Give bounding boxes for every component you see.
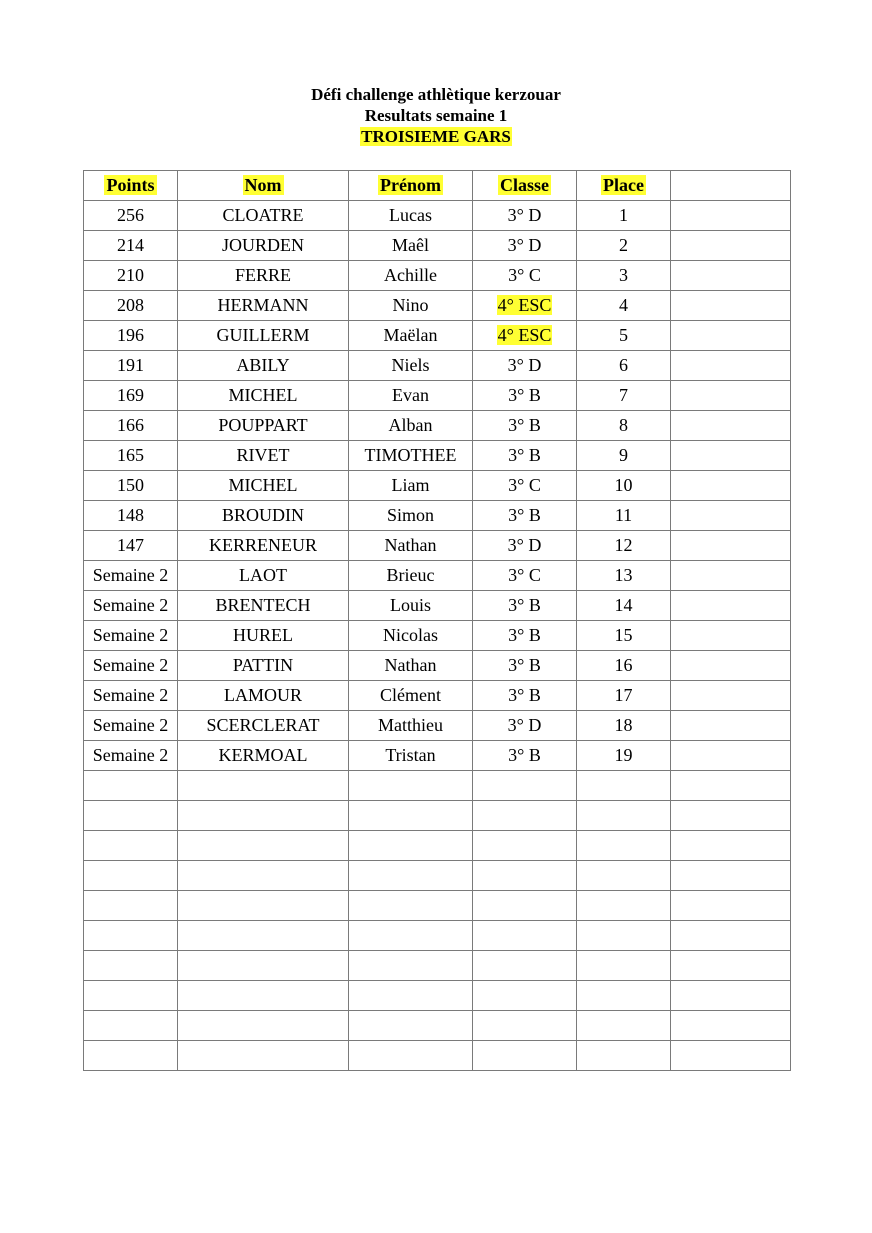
empty-cell xyxy=(473,951,577,981)
cell-place: 6 xyxy=(577,351,671,381)
cell-nom: FERRE xyxy=(178,261,349,291)
table-header-row xyxy=(84,171,791,201)
empty-cell xyxy=(473,1011,577,1041)
cell-place: 7 xyxy=(577,381,671,411)
cell-blank xyxy=(671,381,791,411)
empty-cell xyxy=(473,831,577,861)
cell-place: 16 xyxy=(577,651,671,681)
cell-blank xyxy=(671,531,791,561)
cell-blank xyxy=(671,291,791,321)
cell-place: 13 xyxy=(577,561,671,591)
empty-cell xyxy=(473,1041,577,1071)
cell-prenom: Lucas xyxy=(349,201,473,231)
cell-points: 148 xyxy=(84,501,178,531)
empty-table-row xyxy=(84,1041,791,1071)
empty-cell xyxy=(349,921,473,951)
cell-classe xyxy=(473,321,577,351)
empty-cell xyxy=(178,861,349,891)
cell-points: Semaine 2 xyxy=(84,741,178,771)
empty-cell xyxy=(349,1041,473,1071)
cell-prenom: Niels xyxy=(349,351,473,381)
cell-classe-highlight: 4° ESC xyxy=(497,295,552,315)
empty-cell xyxy=(473,801,577,831)
cell-nom: BROUDIN xyxy=(178,501,349,531)
table-row xyxy=(84,501,791,531)
empty-cell xyxy=(671,921,791,951)
empty-cell xyxy=(577,831,671,861)
cell-nom: SCERCLERAT xyxy=(178,711,349,741)
empty-cell xyxy=(178,1011,349,1041)
cell-prenom: Simon xyxy=(349,501,473,531)
empty-cell xyxy=(671,951,791,981)
empty-cell xyxy=(671,1011,791,1041)
cell-points: Semaine 2 xyxy=(84,621,178,651)
cell-nom: LAMOUR xyxy=(178,681,349,711)
empty-cell xyxy=(84,921,178,951)
empty-table-row xyxy=(84,771,791,801)
empty-cell xyxy=(349,801,473,831)
empty-table-row xyxy=(84,891,791,921)
cell-points: 196 xyxy=(84,321,178,351)
cell-prenom: Nathan xyxy=(349,531,473,561)
results-table xyxy=(83,170,791,1071)
empty-cell xyxy=(84,771,178,801)
cell-points: 210 xyxy=(84,261,178,291)
cell-blank xyxy=(671,711,791,741)
empty-table-row xyxy=(84,801,791,831)
empty-cell xyxy=(577,891,671,921)
empty-table-row xyxy=(84,951,791,981)
cell-classe: 3° C xyxy=(473,561,577,591)
cell-blank xyxy=(671,261,791,291)
cell-nom: KERMOAL xyxy=(178,741,349,771)
cell-prenom: Louis xyxy=(349,591,473,621)
empty-cell xyxy=(671,981,791,1011)
empty-cell xyxy=(577,951,671,981)
empty-cell xyxy=(84,1011,178,1041)
empty-cell xyxy=(178,981,349,1011)
cell-blank xyxy=(671,561,791,591)
cell-classe: 3° B xyxy=(473,381,577,411)
cell-nom: HUREL xyxy=(178,621,349,651)
column-header-prenom: Prénom xyxy=(349,171,473,201)
cell-blank xyxy=(671,591,791,621)
cell-points: Semaine 2 xyxy=(84,651,178,681)
cell-prenom: Matthieu xyxy=(349,711,473,741)
document-header xyxy=(0,84,872,147)
cell-classe-highlight: 4° ESC xyxy=(497,325,552,345)
cell-place: 12 xyxy=(577,531,671,561)
cell-place: 8 xyxy=(577,411,671,441)
table-row xyxy=(84,711,791,741)
cell-place: 10 xyxy=(577,471,671,501)
cell-points: 214 xyxy=(84,231,178,261)
cell-classe: 3° B xyxy=(473,651,577,681)
cell-nom: ABILY xyxy=(178,351,349,381)
results-body xyxy=(84,201,791,1071)
cell-prenom: Tristan xyxy=(349,741,473,771)
cell-points: 147 xyxy=(84,531,178,561)
empty-cell xyxy=(349,981,473,1011)
cell-points: 256 xyxy=(84,201,178,231)
document-title: Défi challenge athlètique kerzouar xyxy=(311,85,561,104)
empty-cell xyxy=(84,951,178,981)
cell-blank xyxy=(671,441,791,471)
cell-blank xyxy=(671,231,791,261)
cell-place: 11 xyxy=(577,501,671,531)
table-row xyxy=(84,561,791,591)
cell-prenom: Nicolas xyxy=(349,621,473,651)
empty-table-row xyxy=(84,921,791,951)
cell-nom: HERMANN xyxy=(178,291,349,321)
table-row xyxy=(84,291,791,321)
cell-points: 150 xyxy=(84,471,178,501)
cell-classe: 3° B xyxy=(473,681,577,711)
cell-classe: 3° B xyxy=(473,501,577,531)
empty-cell xyxy=(577,801,671,831)
empty-cell xyxy=(473,891,577,921)
cell-nom: MICHEL xyxy=(178,381,349,411)
cell-blank xyxy=(671,741,791,771)
empty-cell xyxy=(349,771,473,801)
empty-cell xyxy=(473,771,577,801)
cell-blank xyxy=(671,621,791,651)
cell-classe: 3° D xyxy=(473,231,577,261)
cell-place: 19 xyxy=(577,741,671,771)
cell-classe: 3° D xyxy=(473,711,577,741)
cell-points: Semaine 2 xyxy=(84,561,178,591)
cell-prenom: Liam xyxy=(349,471,473,501)
table-row xyxy=(84,441,791,471)
empty-table-row xyxy=(84,831,791,861)
cell-points: Semaine 2 xyxy=(84,681,178,711)
cell-blank xyxy=(671,471,791,501)
cell-blank xyxy=(671,501,791,531)
empty-cell xyxy=(671,891,791,921)
empty-table-row xyxy=(84,981,791,1011)
cell-classe: 3° B xyxy=(473,441,577,471)
cell-blank xyxy=(671,321,791,351)
column-header-points: Points xyxy=(84,171,178,201)
empty-cell xyxy=(84,891,178,921)
table-row xyxy=(84,231,791,261)
cell-place: 5 xyxy=(577,321,671,351)
category-title xyxy=(0,126,872,147)
table-row xyxy=(84,531,791,561)
cell-place: 9 xyxy=(577,441,671,471)
empty-cell xyxy=(178,1041,349,1071)
table-row xyxy=(84,591,791,621)
cell-place: 2 xyxy=(577,231,671,261)
cell-nom: CLOATRE xyxy=(178,201,349,231)
cell-classe: 3° D xyxy=(473,351,577,381)
cell-points: 208 xyxy=(84,291,178,321)
table-row xyxy=(84,471,791,501)
cell-classe: 3° C xyxy=(473,471,577,501)
column-header-blank xyxy=(671,171,791,201)
cell-classe: 3° D xyxy=(473,201,577,231)
empty-cell xyxy=(178,801,349,831)
table-row xyxy=(84,351,791,381)
table-row xyxy=(84,261,791,291)
empty-table-row xyxy=(84,1011,791,1041)
cell-classe: 3° B xyxy=(473,411,577,441)
empty-cell xyxy=(473,861,577,891)
empty-cell xyxy=(178,951,349,981)
cell-prenom: TIMOTHEE xyxy=(349,441,473,471)
cell-blank xyxy=(671,681,791,711)
table-row xyxy=(84,381,791,411)
table-row xyxy=(84,681,791,711)
cell-place: 3 xyxy=(577,261,671,291)
cell-classe: 3° B xyxy=(473,741,577,771)
cell-nom: JOURDEN xyxy=(178,231,349,261)
cell-place: 4 xyxy=(577,291,671,321)
cell-points: 166 xyxy=(84,411,178,441)
empty-cell xyxy=(178,771,349,801)
cell-points: Semaine 2 xyxy=(84,591,178,621)
cell-place: 14 xyxy=(577,591,671,621)
cell-prenom: Maëlan xyxy=(349,321,473,351)
empty-cell xyxy=(84,1041,178,1071)
empty-cell xyxy=(671,861,791,891)
cell-points: 169 xyxy=(84,381,178,411)
category-label: TROISIEME GARS xyxy=(361,127,511,146)
table-row xyxy=(84,411,791,441)
document-subtitle: Resultats semaine 1 xyxy=(364,106,508,125)
cell-classe xyxy=(473,291,577,321)
table-row xyxy=(84,741,791,771)
empty-cell xyxy=(577,981,671,1011)
cell-nom: MICHEL xyxy=(178,471,349,501)
cell-points: 165 xyxy=(84,441,178,471)
cell-points: Semaine 2 xyxy=(84,711,178,741)
empty-cell xyxy=(349,831,473,861)
cell-blank xyxy=(671,411,791,441)
table-row xyxy=(84,201,791,231)
cell-classe: 3° C xyxy=(473,261,577,291)
cell-nom: RIVET xyxy=(178,441,349,471)
empty-cell xyxy=(84,981,178,1011)
cell-prenom: Clément xyxy=(349,681,473,711)
empty-cell xyxy=(577,921,671,951)
column-header-classe: Classe xyxy=(473,171,577,201)
cell-nom: PATTIN xyxy=(178,651,349,681)
empty-cell xyxy=(349,861,473,891)
empty-cell xyxy=(473,921,577,951)
empty-cell xyxy=(671,1041,791,1071)
cell-prenom: Maêl xyxy=(349,231,473,261)
cell-classe: 3° D xyxy=(473,531,577,561)
empty-cell xyxy=(577,1011,671,1041)
cell-prenom: Nino xyxy=(349,291,473,321)
empty-cell xyxy=(671,771,791,801)
cell-nom: GUILLERM xyxy=(178,321,349,351)
empty-cell xyxy=(671,801,791,831)
cell-prenom: Evan xyxy=(349,381,473,411)
empty-cell xyxy=(178,831,349,861)
cell-nom: KERRENEUR xyxy=(178,531,349,561)
cell-blank xyxy=(671,651,791,681)
column-header-place: Place xyxy=(577,171,671,201)
empty-cell xyxy=(84,861,178,891)
cell-place: 1 xyxy=(577,201,671,231)
empty-cell xyxy=(473,981,577,1011)
cell-place: 17 xyxy=(577,681,671,711)
cell-blank xyxy=(671,351,791,381)
column-header-nom: Nom xyxy=(178,171,349,201)
empty-cell xyxy=(577,1041,671,1071)
cell-prenom: Brieuc xyxy=(349,561,473,591)
empty-cell xyxy=(577,771,671,801)
empty-cell xyxy=(349,1011,473,1041)
cell-points: 191 xyxy=(84,351,178,381)
table-row xyxy=(84,621,791,651)
empty-cell xyxy=(178,891,349,921)
empty-table-row xyxy=(84,861,791,891)
cell-nom: LAOT xyxy=(178,561,349,591)
empty-cell xyxy=(84,831,178,861)
table-row xyxy=(84,321,791,351)
cell-place: 15 xyxy=(577,621,671,651)
table-row xyxy=(84,651,791,681)
empty-cell xyxy=(349,891,473,921)
cell-prenom: Nathan xyxy=(349,651,473,681)
empty-cell xyxy=(349,951,473,981)
cell-place: 18 xyxy=(577,711,671,741)
cell-nom: POUPPART xyxy=(178,411,349,441)
empty-cell xyxy=(178,921,349,951)
cell-blank xyxy=(671,201,791,231)
cell-classe: 3° B xyxy=(473,591,577,621)
cell-prenom: Alban xyxy=(349,411,473,441)
empty-cell xyxy=(671,831,791,861)
empty-cell xyxy=(84,801,178,831)
cell-classe: 3° B xyxy=(473,621,577,651)
empty-cell xyxy=(577,861,671,891)
cell-nom: BRENTECH xyxy=(178,591,349,621)
cell-prenom: Achille xyxy=(349,261,473,291)
